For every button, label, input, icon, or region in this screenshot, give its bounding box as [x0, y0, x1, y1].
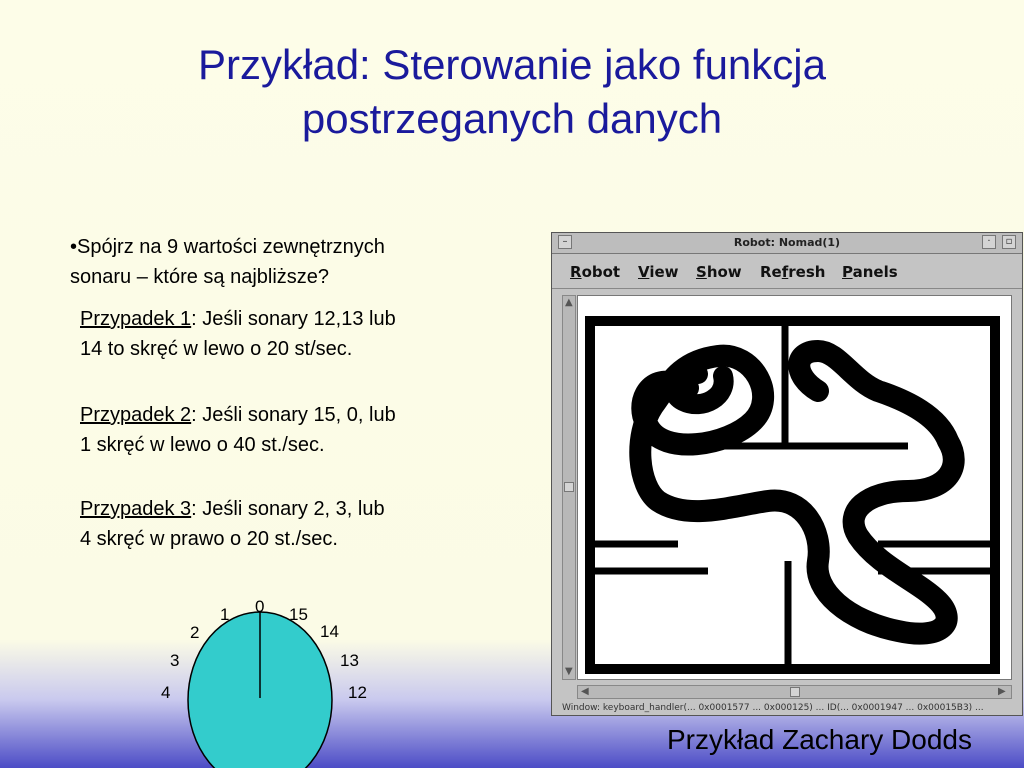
scroll-down-icon[interactable]: ▼ [565, 666, 573, 677]
sonar-label-14: 14 [320, 622, 339, 641]
vertical-scroll-thumb[interactable] [564, 482, 574, 492]
case-2-line1: : Jeśli sonary 15, 0, lub [191, 404, 396, 426]
sonar-label-2: 2 [190, 623, 200, 642]
sonar-label-12: 12 [348, 683, 367, 702]
slide-title-line2: postrzeganych danych [301, 95, 723, 142]
case-3-label: Przypadek 3 [80, 498, 192, 520]
horizontal-scroll-thumb[interactable] [790, 687, 800, 697]
sonar-label-15: 15 [289, 605, 308, 624]
case-1-line1: : Jeśli sonary 12,13 lub [191, 308, 396, 330]
minimize-button[interactable]: · [982, 235, 996, 249]
sonar-label-0: 0 [255, 597, 265, 616]
case-2 [80, 400, 500, 460]
slide-title-line1: Przykład: Sterowanie jako funkcja [198, 41, 826, 88]
slide-title [60, 38, 964, 146]
bullet-text [70, 232, 490, 292]
menu-refresh[interactable]: Refresh [760, 263, 826, 281]
case-1-label: Przypadek 1 [80, 308, 192, 330]
window-title: Robot: Nomad(1) [733, 236, 841, 249]
scroll-up-icon[interactable]: ▲ [565, 297, 573, 308]
case-3-line2: 4 skręć w prawo o 20 st./sec. [80, 528, 338, 550]
robot-window [551, 232, 1023, 716]
menu-view[interactable]: View [638, 263, 679, 281]
sonar-diagram [150, 590, 390, 768]
sonar-label-13: 13 [340, 651, 359, 670]
sonar-label-3: 3 [170, 651, 180, 670]
menu-panels[interactable]: Panels [842, 263, 898, 281]
maze-map [578, 296, 1011, 679]
window-menu-button[interactable]: – [558, 235, 572, 249]
menu-show[interactable]: Show [696, 263, 742, 281]
menu-robot[interactable]: Robot [570, 263, 621, 281]
case-2-line2: 1 skręć w lewo o 40 st./sec. [80, 434, 325, 456]
sonar-label-4: 4 [161, 683, 171, 702]
footer-credit: Przykład Zachary Dodds [666, 724, 972, 755]
menu-bar [552, 254, 1022, 289]
case-1-line2: 14 to skręć w lewo o 20 st/sec. [80, 338, 353, 360]
horizontal-scrollbar[interactable] [577, 685, 1012, 699]
case-3-line1: : Jeśli sonary 2, 3, lub [191, 498, 385, 520]
sonar-label-1: 1 [220, 605, 230, 624]
map-canvas[interactable] [577, 295, 1012, 680]
window-titlebar[interactable] [552, 233, 1022, 254]
case-1 [80, 304, 500, 364]
bullet-line1: •Spójrz na 9 wartości zewnętrznych [70, 236, 385, 258]
maximize-button[interactable]: ▫ [1002, 235, 1016, 249]
status-line: Window: keyboard_handler(... 0x0001577 ... 0x000125) ... ID(... 0x0001947 ... 0x00015B3) ... [562, 703, 984, 713]
case-2-label: Przypadek 2 [80, 404, 192, 426]
case-3 [80, 494, 500, 554]
scroll-right-icon[interactable]: ▶ [998, 686, 1006, 697]
scroll-left-icon[interactable]: ◀ [581, 686, 589, 697]
vertical-scrollbar[interactable] [562, 295, 576, 680]
bullet-line2: sonaru – które są najbliższe? [70, 266, 330, 288]
